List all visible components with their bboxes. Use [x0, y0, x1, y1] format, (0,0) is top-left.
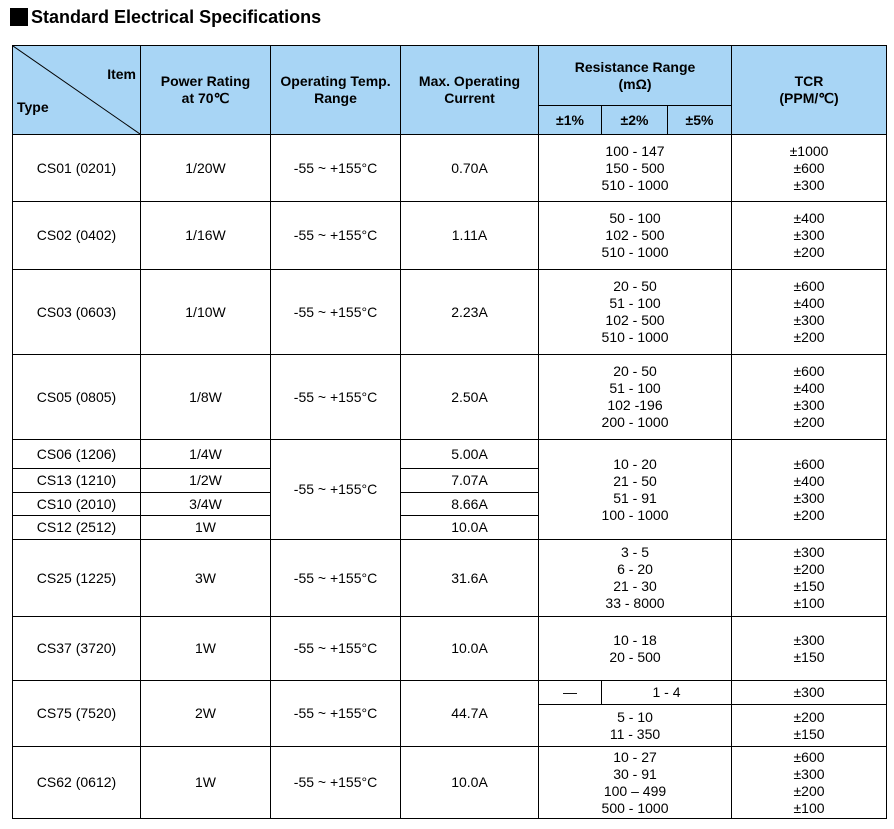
- table-row: [13, 747, 887, 819]
- operating-temp-header: Operating Temp. Range: [271, 46, 401, 135]
- resistance-cell: 10 - 18 20 - 500: [539, 617, 732, 681]
- tcr-header: TCR (PPM/℃): [732, 46, 887, 135]
- tcr-cell: ±200 ±150: [732, 705, 887, 747]
- temp-cell: -55 ~ +155°C: [271, 747, 401, 819]
- table-row: [13, 540, 887, 617]
- temp-cell: -55 ~ +155°C: [271, 202, 401, 270]
- table-row: [13, 135, 887, 202]
- current-cell: 1.11A: [401, 202, 539, 270]
- power-rating-header: Power Rating at 70℃: [141, 46, 271, 135]
- current-cell: 10.0A: [401, 747, 539, 819]
- current-cell: 10.0A: [401, 516, 539, 540]
- black-square-icon: [10, 8, 28, 26]
- table-row: [13, 617, 887, 681]
- current-cell: 7.07A: [401, 469, 539, 493]
- temp-cell: -55 ~ +155°C: [271, 440, 401, 540]
- tcr-cell: ±300 ±150: [732, 617, 887, 681]
- temp-cell: -55 ~ +155°C: [271, 681, 401, 747]
- resistance-cell: 100 - 147 150 - 500 510 - 1000: [539, 135, 732, 202]
- tcr-cell: ±1000 ±600 ±300: [732, 135, 887, 202]
- specifications-table: [12, 45, 887, 819]
- type-cell: CS25 (1225): [13, 540, 141, 617]
- diagonal-divider: [13, 46, 140, 134]
- resistance-cell: 50 - 100 102 - 500 510 - 1000: [539, 202, 732, 270]
- power-cell: 3/4W: [141, 493, 271, 516]
- type-cell: CS03 (0603): [13, 270, 141, 355]
- resistance-cell: 10 - 27 30 - 91 100 – 499 500 - 1000: [539, 747, 732, 819]
- item-header-label: Item: [107, 66, 136, 82]
- table-row: [13, 355, 887, 440]
- section-title-text: Standard Electrical Specifications: [31, 6, 322, 27]
- power-cell: 1/10W: [141, 270, 271, 355]
- table-row: [13, 440, 887, 469]
- power-cell: 1/8W: [141, 355, 271, 440]
- temp-cell: -55 ~ +155°C: [271, 135, 401, 202]
- table-row: [13, 270, 887, 355]
- tolerance-2-header: ±2%: [602, 106, 668, 135]
- resistance-range-header: Resistance Range (mΩ): [539, 46, 732, 106]
- temp-cell: -55 ~ +155°C: [271, 270, 401, 355]
- type-cell: CS12 (2512): [13, 516, 141, 540]
- type-cell: CS37 (3720): [13, 617, 141, 681]
- power-cell: 3W: [141, 540, 271, 617]
- current-cell: 2.23A: [401, 270, 539, 355]
- power-cell: 1/20W: [141, 135, 271, 202]
- type-cell: CS75 (7520): [13, 681, 141, 747]
- power-cell: 2W: [141, 681, 271, 747]
- current-cell: 10.0A: [401, 617, 539, 681]
- temp-cell: -55 ~ +155°C: [271, 540, 401, 617]
- type-cell: CS02 (0402): [13, 202, 141, 270]
- table-row: [13, 202, 887, 270]
- tolerance-1-header: ±1%: [539, 106, 602, 135]
- temp-cell: -55 ~ +155°C: [271, 355, 401, 440]
- max-current-header: Max. Operating Current: [401, 46, 539, 135]
- temp-cell: -55 ~ +155°C: [271, 617, 401, 681]
- tcr-cell: ±600 ±300 ±200 ±100: [732, 747, 887, 819]
- type-cell: CS13 (1210): [13, 469, 141, 493]
- current-cell: 2.50A: [401, 355, 539, 440]
- power-cell: 1W: [141, 617, 271, 681]
- no-value-dash: —: [539, 681, 602, 705]
- current-cell: 31.6A: [401, 540, 539, 617]
- power-cell: 1/4W: [141, 440, 271, 469]
- type-cell: CS10 (2010): [13, 493, 141, 516]
- corner-header: [13, 46, 141, 135]
- table-row: [13, 681, 887, 705]
- resistance-cell: 5 - 10 11 - 350: [539, 705, 732, 747]
- current-cell: 44.7A: [401, 681, 539, 747]
- tcr-cell: ±400 ±300 ±200: [732, 202, 887, 270]
- power-cell: 1/2W: [141, 469, 271, 493]
- power-cell: 1W: [141, 516, 271, 540]
- power-cell: 1/16W: [141, 202, 271, 270]
- tcr-cell: ±600 ±400 ±300 ±200: [732, 270, 887, 355]
- resistance-cell: 10 - 20 21 - 50 51 - 91 100 - 1000: [539, 440, 732, 540]
- power-cell: 1W: [141, 747, 271, 819]
- current-cell: 8.66A: [401, 493, 539, 516]
- header-row-1: [13, 46, 887, 106]
- resistance-cell: 1 - 4: [602, 681, 732, 705]
- current-cell: 0.70A: [401, 135, 539, 202]
- type-header-label: Type: [17, 99, 49, 115]
- type-cell: CS62 (0612): [13, 747, 141, 819]
- section-title: [10, 4, 321, 30]
- resistance-cell: 20 - 50 51 - 100 102 -196 200 - 1000: [539, 355, 732, 440]
- tcr-cell: ±300 ±200 ±150 ±100: [732, 540, 887, 617]
- tcr-cell: ±600 ±400 ±300 ±200: [732, 440, 887, 540]
- current-cell: 5.00A: [401, 440, 539, 469]
- tolerance-5-header: ±5%: [668, 106, 732, 135]
- type-cell: CS01 (0201): [13, 135, 141, 202]
- type-cell: CS06 (1206): [13, 440, 141, 469]
- resistance-cell: 3 - 5 6 - 20 21 - 30 33 - 8000: [539, 540, 732, 617]
- tcr-cell: ±300: [732, 681, 887, 705]
- type-cell: CS05 (0805): [13, 355, 141, 440]
- tcr-cell: ±600 ±400 ±300 ±200: [732, 355, 887, 440]
- resistance-cell: 20 - 50 51 - 100 102 - 500 510 - 1000: [539, 270, 732, 355]
